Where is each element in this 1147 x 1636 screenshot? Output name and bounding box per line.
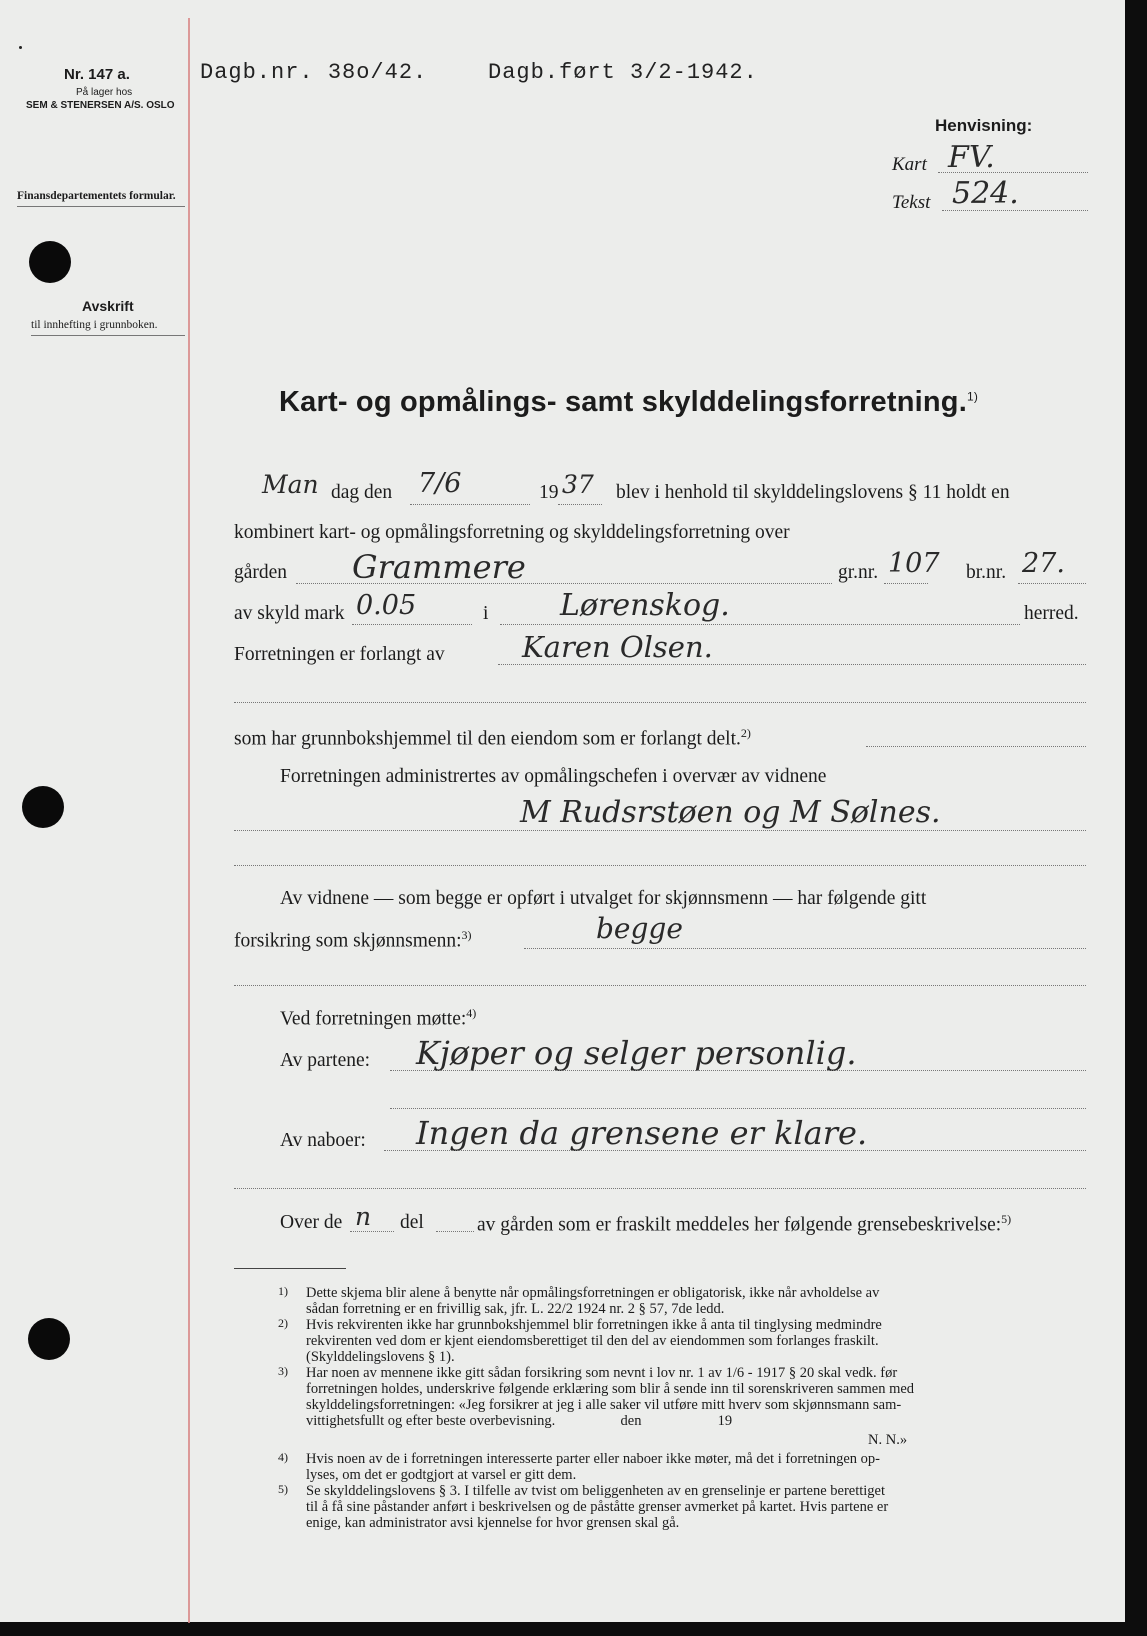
- footnote-4-line-2: lyses, om det er godtgjort at varsel er gitt dem.: [306, 1467, 577, 1483]
- footnote-5-number: 5): [278, 1482, 288, 1496]
- line2-text: kombinert kart- og opmålingsforretning og skylddelingsforretning over: [234, 522, 790, 543]
- punch-hole-middle: [22, 786, 64, 828]
- footnote-5-line-3: enige, kan administrator avsi kjennelse for hvor grensen skal gå.: [306, 1515, 680, 1531]
- copy-underline: [31, 335, 185, 336]
- footnote-4-line-1: Hvis noen av de i forretningen interesserte parter eller naboer ikke møter, må det i forretningen op-: [306, 1451, 880, 1467]
- footnote-separator: [234, 1268, 346, 1269]
- farm-number-handwritten: 107: [888, 548, 940, 579]
- farm-number-line: [884, 583, 928, 584]
- footnote-3-line-3: skylddelingsforretningen: «Jeg forsikrer at jeg i alle saker vil utføre mitt hverv som skjønnsmann sam-: [306, 1397, 902, 1413]
- copy-sublabel: til innhefting i grunnboken.: [31, 319, 158, 331]
- municipality-line: [500, 624, 1020, 625]
- text-ref-label: Tekst: [892, 192, 931, 213]
- weekday-handwritten: Man: [262, 470, 319, 499]
- witnesses-line: [234, 830, 1086, 831]
- boundary-description-text: [477, 1212, 1011, 1237]
- year-line: [558, 504, 602, 505]
- land-register-footnote-ref: 2): [740, 726, 751, 740]
- ministry-underline: [17, 206, 185, 207]
- witnesses-line-2: [234, 865, 1086, 866]
- administration-text: Forretningen administrertes av opmålingschefen i overvær av vidnene: [280, 766, 827, 787]
- footnote-3-signature: N. N.»: [868, 1432, 908, 1448]
- copy-label: Avskrift: [82, 298, 134, 314]
- share-line: [350, 1231, 394, 1232]
- footnote-1-line-2: sådan forretning er en frivillig sak, jfr. L. 22/2 1924 nr. 2 § 57, 7de ledd.: [306, 1301, 725, 1317]
- text-ref-line: [942, 210, 1088, 211]
- scan-edge-bottom: [0, 1622, 1147, 1636]
- land-register-line: [866, 746, 1086, 747]
- footnote-2-line-1: Hvis rekvirenten ikke har grunnbokshjemmel blir forretningen ikke å anta til tinglysing medmindre: [306, 1317, 882, 1333]
- footnote-3-line-2: forretningen holdes, underskrive følgende erklæring som blir å sende inn til sorenskriveren sammen med: [306, 1381, 915, 1397]
- footnote-5-line-2: til å få sine påstander anført i beskrivelsen og de påståtte grenser avmerket på kartet. Hvis partene er: [306, 1499, 889, 1515]
- line1-text: blev i henhold til skylddelingslovens § 11 holdt en: [616, 482, 1010, 503]
- farm-number-label: gr.nr.: [838, 562, 879, 583]
- scan-edge-right: [1125, 0, 1147, 1636]
- attended-text: [280, 1006, 476, 1031]
- witness-assurance-line1: Av vidnene — som begge er opført i utvalget for skjønnsmenn — har følgende gitt: [280, 888, 927, 909]
- printer-line-1: På lager hos: [76, 87, 133, 98]
- municipality-in-label: i: [483, 603, 489, 624]
- neighbours-handwritten: Ingen da grensene er klare.: [416, 1114, 868, 1152]
- witnesses-handwritten: M Rudsrstøen og M Sølnes.: [520, 795, 941, 830]
- blank-line-1: [234, 985, 1086, 986]
- reference-label: Henvisning:: [935, 116, 1033, 135]
- parties-handwritten: Kjøper og selger personlig.: [416, 1034, 857, 1072]
- witness-assurance-footnote-ref: 3): [461, 928, 472, 942]
- requested-by-line: [498, 664, 1086, 665]
- punch-hole-bottom: [28, 1318, 70, 1360]
- diary-date: Dagb.ført 3/2-1942.: [488, 60, 758, 85]
- footnote-2-number: 2): [278, 1316, 288, 1330]
- share-del-label: del: [400, 1212, 424, 1233]
- footnote-2-line-3: (Skylddelingslovens § 1).: [306, 1349, 455, 1365]
- land-register-text: [234, 726, 751, 751]
- title-number-handwritten: 27.: [1022, 548, 1065, 579]
- printer-line-2: SEM & STENERSEN A/S. OSLO: [26, 100, 175, 111]
- tax-value-label: av skyld mark: [234, 603, 345, 624]
- map-ref-line: [938, 172, 1088, 173]
- document-title-text: Kart- og opmålings- samt skylddelingsforretning.: [279, 386, 967, 418]
- requested-by-label: Forretningen er forlangt av: [234, 644, 445, 665]
- witness-assurance-line2: [234, 928, 472, 953]
- attended-footnote-ref: 4): [466, 1006, 477, 1020]
- footnote-3-line-4: vittighetsfullt og efter beste overbevisning. den 19: [306, 1413, 733, 1429]
- date-line: [410, 504, 530, 505]
- year-handwritten: 37: [562, 470, 594, 499]
- form-number: Nr. 147 a.: [64, 66, 130, 83]
- municipality-label: herred.: [1024, 603, 1079, 624]
- requested-by-handwritten: Karen Olsen.: [522, 630, 713, 664]
- footnote-3-number: 3): [278, 1364, 288, 1378]
- year-prefix: 19: [539, 482, 559, 503]
- witness-assurance-line2-text: forsikring som skjønnsmenn:: [234, 930, 462, 952]
- dag-den-label: dag den: [331, 482, 393, 503]
- neighbours-line: [384, 1150, 1086, 1151]
- punch-hole-top: [29, 241, 71, 283]
- land-register-text-body: som har grunnbokshjemmel til den eiendom som er forlangt delt.: [234, 728, 741, 750]
- municipality-handwritten: Lørenskog.: [560, 588, 730, 623]
- footnote-3-line-1: Har noen av mennene ikke gitt sådan forsikring som nevnt i lov nr. 1 av 1/6 - 1917 § 20 skal vedk. før: [306, 1365, 898, 1381]
- footnote-4-number: 4): [278, 1450, 288, 1464]
- title-number-line: [1018, 583, 1086, 584]
- witness-assurance-handwritten: begge: [596, 912, 683, 945]
- share-label: Over de: [280, 1212, 343, 1233]
- footnote-5-line-1: Se skylddelingslovens § 3. I tilfelle av tvist om beliggenheten av en grenselinje er partene berettiget: [306, 1483, 886, 1499]
- tax-value-line: [352, 624, 472, 625]
- title-footnote-ref: 1): [966, 389, 979, 404]
- attended-text-body: Ved forretningen møtte:: [280, 1008, 467, 1030]
- map-ref-label: Kart: [892, 154, 927, 175]
- title-number-label: br.nr.: [966, 562, 1007, 583]
- requested-by-line-2: [234, 702, 1086, 703]
- footnote-1-number: 1): [278, 1284, 288, 1298]
- farm-line: [296, 583, 832, 584]
- boundary-description-text-body: av gården som er fraskilt meddeles her følgende grensebeskrivelse:: [477, 1214, 1002, 1236]
- parties-line: [390, 1070, 1086, 1071]
- date-handwritten: 7/6: [418, 468, 462, 499]
- map-ref-value: FV.: [948, 140, 995, 175]
- witness-assurance-line: [524, 948, 1086, 949]
- tax-value-handwritten: 0.05: [356, 590, 417, 621]
- parties-label: Av partene:: [280, 1050, 371, 1071]
- neighbours-label: Av naboer:: [280, 1130, 366, 1151]
- share-handwritten: n: [355, 1202, 372, 1231]
- footnote-2-line-2: rekvirenten ved dom er kjent eiendomsberettiget til den del av eiendommen som forlanges fraskilt.: [306, 1333, 879, 1349]
- parties-line-2: [390, 1108, 1086, 1109]
- diary-number: Dagb.nr. 38o/42.: [200, 60, 428, 85]
- speck-mark: [19, 46, 22, 49]
- boundary-footnote-ref: 5): [1001, 1212, 1012, 1226]
- ministry-form-label: Finansdepartementets formular.: [17, 190, 176, 202]
- share-line-2: [436, 1231, 474, 1232]
- red-margin-line: [188, 18, 190, 1623]
- farm-label: gården: [234, 562, 288, 583]
- neighbours-line-2: [234, 1188, 1086, 1189]
- farm-name-handwritten: Grammere: [352, 548, 526, 586]
- document-title: [279, 386, 978, 419]
- text-ref-value: 524.: [952, 176, 1019, 211]
- footnote-1-line-1: Dette skjema blir alene å benytte når opmålingsforretningen er obligatorisk, ikke når avholdelse av: [306, 1285, 880, 1301]
